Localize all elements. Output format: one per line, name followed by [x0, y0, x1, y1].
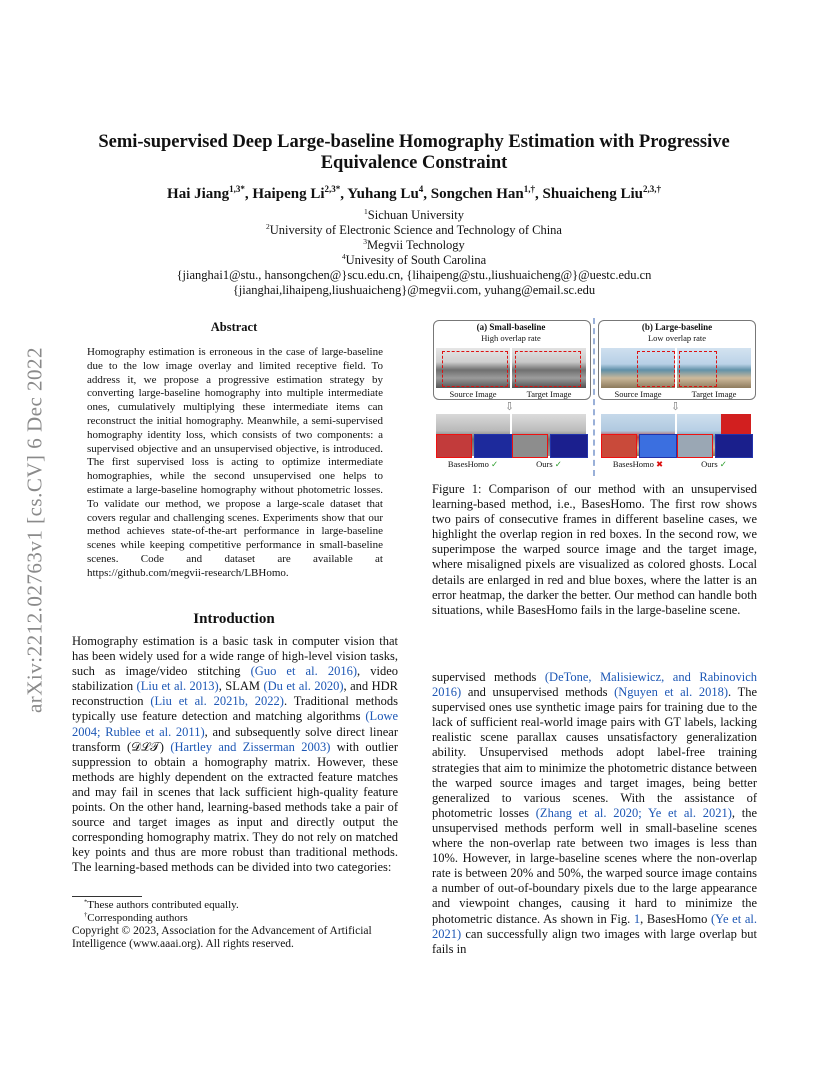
citation-link[interactable]: (Ye et al. 2021) [432, 911, 758, 941]
method-label [677, 459, 751, 470]
error-heatmap-blue [474, 434, 512, 458]
arxiv-id: arXiv:2212.02763v1 [cs.CV] 6 Dec 2022 [22, 346, 47, 714]
paper-title: Semi-supervised Deep Large-baseline Homography Estimation with Progressive Equivalence Constraint [98, 132, 730, 173]
text-run: , video stabilization [72, 664, 398, 694]
citation-link[interactable]: (Liu et al. 2021b, 2022) [150, 694, 284, 709]
method-name: BasesHomo [447, 459, 489, 469]
author-list: Hai Jiang$^{1,3*}$, Haipeng $Li^{2,3*}$, Yuhang Lu$^4$, Songchen Han$^{1,\dagger}$, Shuaicheng Liu$^{2,3,\dagger}$ [167, 184, 661, 202]
large-baseline-baseshomo-result [601, 414, 675, 456]
figure-reference-link[interactable]: 1 [633, 911, 641, 926]
right-column-text [432, 670, 757, 957]
text-run: Homography estimation is a basic task in computer vision that has been widely used for a wide range of high-level vision tasks, such as image/video stitching [72, 634, 398, 679]
introduction-heading: Introduction [193, 611, 275, 627]
overlap-box [679, 351, 717, 387]
figure-1-caption: Figure 1: Comparison of our method with an unsupervised learning-based method, i.e., BasesHomo. The first row shows two pairs of consecutive frames in different baseline cases, we highlight the overlap region in red boxes. In the second row, we superimpose the warped source image and the target image, where misaligned pixels are visualized as colored ghosts. Local details are enlarged in red and blue boxes, where the latter is an error heatmap, the darker the better. Our method can handle both situations, while BasesHomo fails in the large-baseline scene. [432, 482, 757, 617]
panel-a-title: (a) Small-baseline [476, 322, 546, 332]
large-baseline-target-image [677, 348, 751, 388]
footnote-corresponding: †Corresponding authors [84, 911, 188, 924]
affiliation [70, 208, 758, 223]
zoom-detail-red [601, 434, 637, 458]
author-sup: 1,† [523, 184, 535, 194]
panel-a-subtitle: High overlap rate [481, 333, 541, 343]
cross-icon: ✖ [656, 459, 664, 469]
citation-link[interactable]: (Liu et al. 2013) [136, 679, 219, 694]
affiliation [70, 253, 758, 268]
author-sup: 4 [418, 184, 424, 194]
footnotes [72, 899, 402, 951]
text-run: , the unsupervised methods perform well in small-baseline scenes where the non-overlap rate between two images is less than 10%. However, in large-baseline scenes where the non-overlap rate is between 20% and 50%, the warped source image contains a number of out-of-boundary pixels due to the large appearance and viewpoint changes, causing it hard to minimize the photometric distance. As shown in Fig. [432, 805, 758, 926]
affil-text: Univesity of South Carolina [345, 253, 487, 267]
author-sup: 2,3* [324, 184, 341, 194]
affil-sup: 1 [364, 206, 368, 216]
citation-link[interactable]: (Guo et al. 2016) [250, 664, 357, 679]
large-baseline-source-image [601, 348, 675, 388]
method-label [512, 459, 586, 470]
affil-sup: 4 [341, 251, 346, 261]
method-label [601, 459, 675, 470]
error-heatmap-blue [715, 434, 753, 458]
overlap-box [637, 351, 675, 387]
affil-text: Sichuan University [367, 208, 464, 222]
author: Yuhang Lu [347, 186, 419, 202]
zoom-detail-red [512, 434, 548, 458]
affil-text: Megvii Technology [366, 238, 465, 252]
affil-sup: 2 [266, 221, 270, 231]
affiliation [70, 223, 758, 238]
affil-sup: 3 [363, 236, 367, 246]
panel-b-subtitle: Low overlap rate [647, 333, 707, 343]
author-sup: 1,3* [229, 184, 245, 194]
author: Hai Jiang [167, 186, 230, 202]
error-heatmap-blue [550, 434, 588, 458]
down-arrow-icon: ⇩ [505, 401, 515, 413]
citation-link[interactable]: (Zhang et al. 2020; Ye et al. 2021) [535, 805, 732, 820]
affil-text: University of Electronic Science and Technology of China [269, 223, 562, 237]
check-icon: ✓ [491, 459, 499, 469]
text-run: . The supervised ones use synthetic image pairs for training due to the lack of sufficient real-world image pairs with GT labels, lacking realistic scene parallax causes unsatisfactory generalization ability. Unsupervised methods adopt label-free training strategies that aim to minimize the photometric distance between the warped source images and target images, being better generalized to various scenes. With the assistance of photometric losses [432, 685, 758, 820]
target-image-label: Target Image [526, 389, 572, 399]
affiliation [70, 238, 758, 253]
citation-link[interactable]: (Hartley and Zisserman 2003) [170, 739, 331, 754]
footnote-text: These authors contributed equally. [87, 899, 239, 911]
overlap-box [515, 351, 581, 387]
affiliations [70, 208, 758, 298]
citation-link[interactable]: (Nguyen et al. 2018) [614, 685, 729, 700]
email-line: {jianghai1@stu., hansongchen@}scu.edu.cn, {lihaipeng@stu.,liushuaicheng@}@uestc.edu.cn [176, 268, 652, 282]
abstract-heading: Abstract [210, 320, 258, 334]
zoom-detail-red [436, 434, 472, 458]
check-icon: ✓ [554, 459, 562, 469]
zoom-detail-red [677, 434, 713, 458]
citation-link[interactable]: (DeTone, Malisiewicz, and Rabinovich 2016) [432, 670, 757, 700]
out-of-boundary-region [721, 414, 751, 434]
text-run: and unsupervised methods [467, 685, 608, 700]
text-run: with outlier suppression to obtain a homography matrix. However, these methods are highly dependent on the extracted feature matches and may fail in scenes that lack sufficient high-quality feature points. On the other hand, learning-based methods take a pair of source and target images as input and directly output the corresponding homography matrix. They do not rely on matched key points and thus are more robust than traditional methods. The learning-based methods can be divided into two categories: [72, 739, 399, 875]
footnote-text: Corresponding authors [87, 912, 188, 924]
down-arrow-icon: ⇩ [671, 401, 681, 413]
copyright: Copyright © 2023, Association for the Advancement of Artificial Intelligence (www.aaai.org). All rights reserved. [72, 925, 372, 950]
arxiv-sidebar [10, 290, 60, 770]
check-icon: ✓ [719, 459, 727, 469]
small-baseline-source-image [436, 348, 510, 388]
footnote-rule [72, 896, 142, 897]
overlap-box [442, 351, 508, 387]
email-line: {jianghai,lihaipeng,liushuaicheng}@megvii.com, yuhang@email.sc.edu [232, 283, 596, 297]
large-baseline-ours-result [677, 414, 751, 456]
introduction-text [72, 634, 398, 876]
panel-b-title: (b) Large-baseline [641, 322, 713, 332]
author: Shuaicheng Liu [542, 186, 643, 202]
error-heatmap-blue [639, 434, 677, 458]
method-label [436, 459, 510, 470]
figure-1 [432, 318, 758, 478]
small-baseline-ours-result [512, 414, 586, 456]
text-run: , and subsequently solve direct linear transform (𝒟ℒ𝒯) [72, 724, 398, 754]
text-run: supervised methods [432, 670, 537, 684]
citation-link[interactable]: (Du et al. 2020) [263, 679, 344, 694]
author: Haipeng Li [252, 186, 325, 202]
footnote-equal: *These authors contributed equally. [84, 898, 239, 911]
author-sup: 2,3,† [642, 184, 661, 194]
panel-divider [593, 318, 595, 476]
author: Songchen Han [430, 186, 524, 202]
method-name: Ours [701, 459, 718, 469]
small-baseline-target-image [512, 348, 586, 388]
target-image-label: Target Image [691, 389, 737, 399]
small-baseline-baseshomo-result [436, 414, 510, 456]
text-run: , SLAM [218, 679, 261, 694]
method-name: Ours [536, 459, 553, 469]
text-run: can successfully align two images with large overlap but fails in [432, 926, 757, 956]
text-run: , BasesHomo [640, 911, 708, 926]
text-run: . Traditional methods typically use feature detection and matching algorithms [72, 694, 398, 724]
abstract-text: Homography estimation is erroneous in the case of large-baseline due to the low image overlay and limited receptive field. To address it, we propose a progressive estimation strategy by converting large-baseline homography into multiple intermediate ones, cumulatively multiplying these intermediate items can reconstruct the initial homography. Meanwhile, a semi-supervised homography identity loss, which consists of two components: a supervised objective and an unsupervised objective, is introduced. The first supervised loss is acting to optimize intermediate homographies, while the second unsupervised one helps to estimate a large-baseline homography without photometric losses. To validate our method, we propose a large-scale dataset that covers regular and challenging scenes. Experiments show that our method achieves state-of-the-art performance in large-baseline scenes while keeping competitive performance in small-baseline scenes. Code and dataset are available at https://github.com/megvii-research/LBHomo. [87, 346, 383, 579]
text-run: , and HDR reconstruction [72, 679, 398, 709]
method-name: BasesHomo [612, 459, 654, 469]
source-image-label: Source Image [449, 389, 497, 399]
citation-link[interactable]: (Lowe 2004; Rublee et al. 2011) [72, 709, 399, 739]
source-image-label: Source Image [614, 389, 662, 399]
